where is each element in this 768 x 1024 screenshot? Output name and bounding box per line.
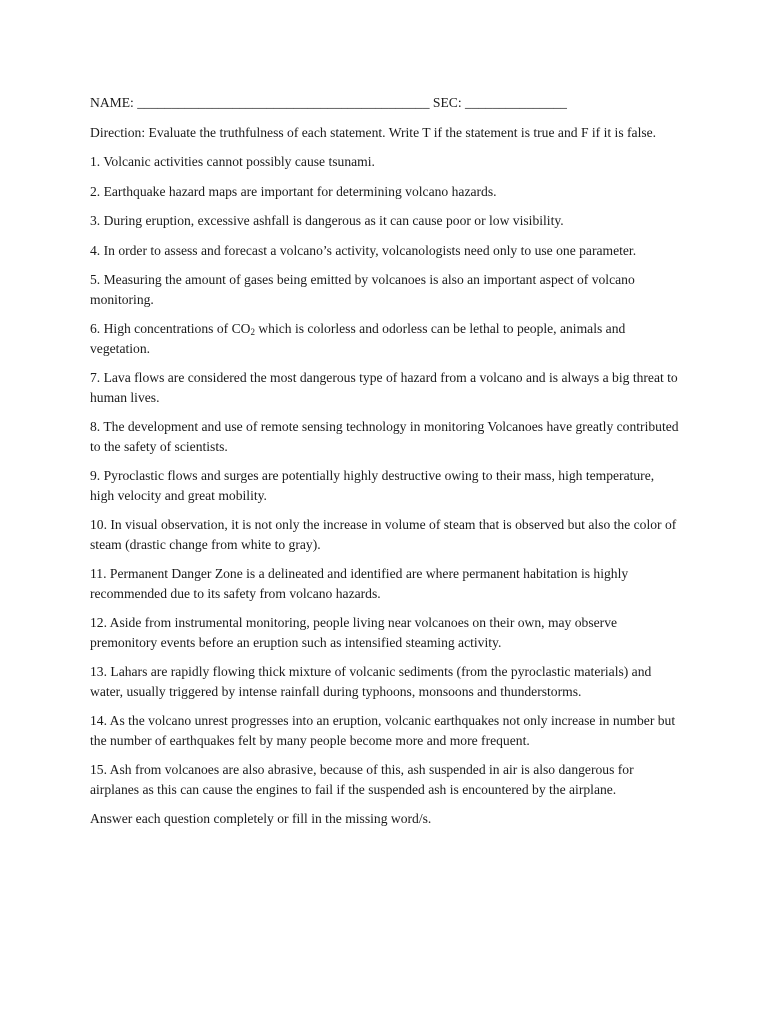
- statement-14: 14. As the volcano unrest progresses into an eruption, volcanic earthquakes not only increase in number but the number of earthquakes felt by many people become more and more frequent.: [90, 713, 676, 748]
- statement-4: 4. In order to assess and forecast a volcano’s activity, volcanologists need only to use one parameter.: [90, 242, 637, 258]
- name-blank: ___________________________________________: [137, 95, 430, 110]
- statement-13: 13. Lahars are rapidly flowing thick mixture of volcanic sediments (from the pyroclastic materials) and water, usually triggered by intense rainfall during typhoons, monsoons and thunderstorms.: [90, 664, 652, 699]
- statement-8: 8. The development and use of remote sensing technology in monitoring Volcanoes have greatly contributed to the safety of scientists.: [90, 419, 679, 454]
- statement-6-subscript: 2: [250, 327, 255, 337]
- worksheet-page: [90, 93, 680, 839]
- closing-instruction: Answer each question completely or fill in the missing word/s.: [90, 811, 432, 826]
- statement-9: 9. Pyroclastic flows and surges are potentially highly destructive owing to their mass, high temperature, high velocity and great mobility.: [90, 468, 655, 503]
- statement-11: 11. Permanent Danger Zone is a delineated and identified are where permanent habitation is highly recommended due to its safety from volcano hazards.: [90, 566, 629, 601]
- statement-2: 2. Earthquake hazard maps are important for determining volcano hazards.: [90, 183, 497, 199]
- statement-6: [90, 319, 680, 358]
- worksheet-header: [90, 93, 680, 113]
- statement-6-before: 6. High concentrations of CO: [90, 321, 251, 336]
- statement-3: 3. During eruption, excessive ashfall is dangerous as it can cause poor or low visibility.: [90, 213, 564, 228]
- statement-15: 15. Ash from volcanoes are also abrasive, because of this, ash suspended in air is also dangerous for airplanes as this can cause the engines to fail if the suspended ash is encountered by the airplane.: [90, 762, 634, 797]
- name-label: NAME:: [90, 95, 134, 110]
- direction-text: Direction: Evaluate the truthfulness of each statement. Write T if the statement is true and F if it is false.: [90, 124, 657, 140]
- sec-label: SEC:: [432, 95, 462, 110]
- statement-7: 7. Lava flows are considered the most dangerous type of hazard from a volcano and is always a big threat to human lives.: [90, 370, 678, 405]
- statement-1: 1. Volcanic activities cannot possibly cause tsunami.: [90, 154, 375, 169]
- statement-5: 5. Measuring the amount of gases being emitted by volcanoes is also an important aspect of volcano monitoring.: [90, 272, 635, 307]
- sec-blank: _______________: [465, 95, 567, 110]
- statement-10: 10. In visual observation, it is not only the increase in volume of steam that is observed but also the color of steam (drastic change from white to gray).: [90, 517, 677, 552]
- statement-12: 12. Aside from instrumental monitoring, people living near volcanoes on their own, may observe premonitory events before an eruption such as intensified steaming activity.: [90, 615, 618, 650]
- statement-6-after: which is colorless and odorless can be lethal to people, animals and vegetation.: [90, 321, 626, 356]
